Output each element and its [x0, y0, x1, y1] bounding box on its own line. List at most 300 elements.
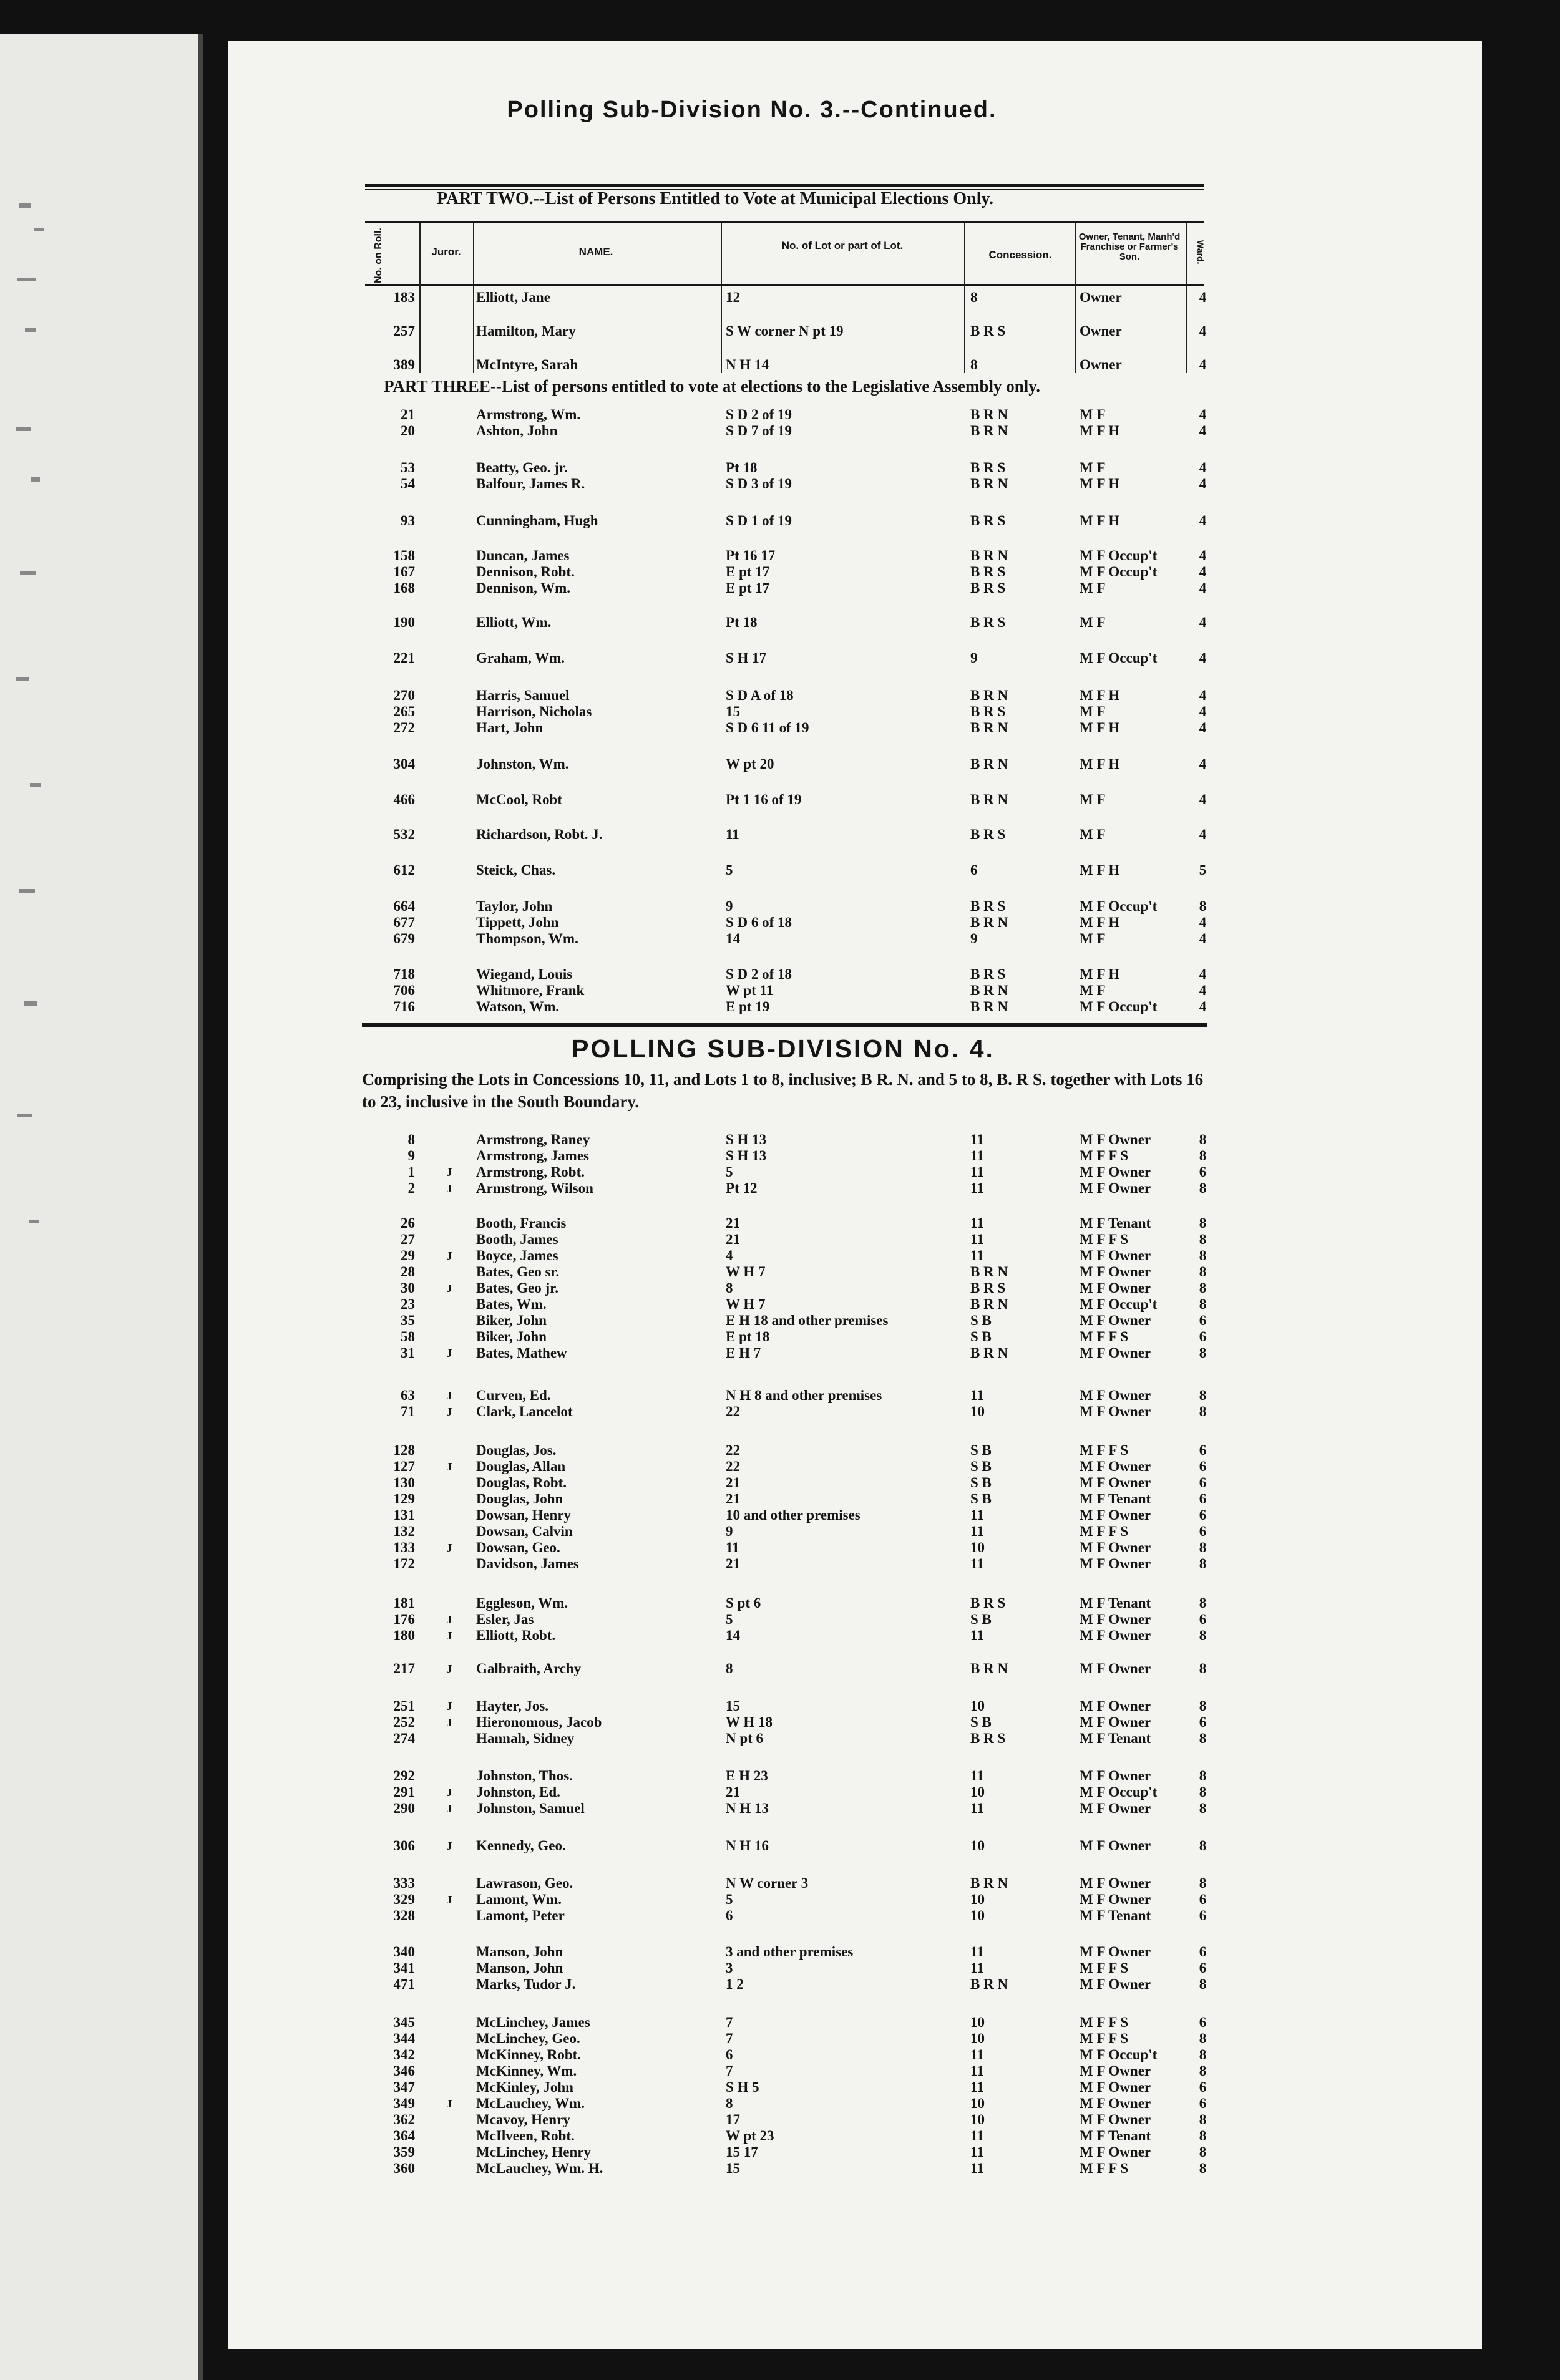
owner-status: Owner: [1080, 289, 1122, 305]
concession: B R N: [970, 687, 1008, 703]
ward-number: 8: [1199, 1387, 1207, 1403]
lot-number: 5: [726, 862, 733, 878]
roll-number: 26: [401, 1215, 415, 1231]
roll-number: 221: [393, 650, 415, 666]
voter-name: Richardson, Robt. J.: [476, 827, 603, 842]
owner-status: M F: [1080, 580, 1106, 596]
voter-name: Bates, Mathew: [476, 1345, 567, 1361]
lot-number: 11: [726, 827, 739, 842]
juror-mark: J: [446, 1460, 452, 1473]
voter-name: McIlveen, Robt.: [476, 2128, 575, 2144]
ward-number: 8: [1199, 1540, 1207, 1555]
concession: 11: [970, 1148, 984, 1163]
ward-number: 4: [1199, 827, 1207, 842]
owner-status: M F F S: [1080, 2031, 1129, 2046]
owner-status: M F Occup't: [1080, 898, 1158, 914]
voter-name: Mcavoy, Henry: [476, 2112, 570, 2127]
voter-name: Bates, Wm.: [476, 1296, 547, 1312]
ward-number: 4: [1199, 966, 1207, 982]
lot-number: S D 6 11 of 19: [726, 720, 809, 736]
ward-number: 8: [1199, 2160, 1207, 2176]
voter-name: Johnston, Wm.: [476, 756, 569, 772]
concession: B R S: [970, 323, 1006, 339]
concession: S B: [970, 1475, 992, 1490]
roll-number: 344: [393, 2031, 415, 2046]
voter-name: Elliott, Jane: [476, 289, 550, 305]
lot-number: S D 1 of 19: [726, 513, 792, 528]
ward-number: 8: [1199, 2112, 1207, 2127]
juror-mark: J: [446, 2097, 452, 2110]
column-header-bottom-rule: [365, 284, 1204, 286]
owner-status: M F Owner: [1080, 1164, 1151, 1180]
roll-number: 35: [401, 1313, 415, 1328]
ward-number: 6: [1199, 1164, 1207, 1180]
owner-status: M F F S: [1080, 2160, 1129, 2176]
table-row: [0, 1344, 1560, 1362]
lot-number: Pt 12: [726, 1180, 758, 1196]
table-row: [0, 998, 1560, 1016]
ward-number: 4: [1199, 999, 1207, 1014]
voter-name: Curven, Ed.: [476, 1387, 551, 1403]
voter-name: Johnston, Ed.: [476, 1784, 560, 1800]
juror-mark: J: [446, 1786, 452, 1799]
table-row: [0, 475, 1560, 493]
owner-status: M F H: [1080, 915, 1120, 930]
lot-number: S D 2 of 18: [726, 966, 792, 982]
roll-number: 345: [393, 2014, 415, 2030]
lot-number: Pt 16 17: [726, 548, 776, 563]
roll-number: 265: [393, 704, 415, 719]
concession: 10: [970, 1892, 985, 1907]
roll-number: 706: [393, 983, 415, 998]
lot-number: 15: [726, 704, 740, 719]
lot-number: 3 and other premises: [726, 1944, 854, 1960]
voter-name: Watson, Wm.: [476, 999, 560, 1014]
concession: B R S: [970, 564, 1006, 580]
juror-mark: J: [446, 1630, 452, 1642]
owner-status: M F Occup't: [1080, 564, 1158, 580]
concession: 11: [970, 1960, 984, 1976]
owner-status: M F H: [1080, 687, 1120, 703]
roll-number: 349: [393, 2096, 415, 2111]
owner-status: M F F S: [1080, 1523, 1129, 1539]
ward-number: 8: [1199, 1628, 1207, 1643]
roll-number: 132: [393, 1523, 415, 1539]
roll-number: 272: [393, 720, 415, 736]
ward-number: 4: [1199, 289, 1207, 305]
table-row: [0, 422, 1560, 440]
ward-number: 8: [1199, 1248, 1207, 1263]
roll-number: 127: [393, 1459, 415, 1474]
lot-number: 21: [726, 1556, 740, 1571]
voter-name: Eggleson, Wm.: [476, 1595, 568, 1611]
voter-name: Armstrong, James: [476, 1148, 589, 1163]
owner-status: M F: [1080, 983, 1106, 998]
owner-status: M F: [1080, 460, 1106, 475]
concession: 10: [970, 2014, 985, 2030]
concession: B R S: [970, 1280, 1006, 1296]
lot-number: N H 14: [726, 357, 769, 372]
ward-number: 6: [1199, 1313, 1207, 1328]
lot-number: S H 13: [726, 1148, 767, 1163]
ward-number: 8: [1199, 1404, 1207, 1419]
col-head-owner: Owner, Tenant, Manh'd Franchise or Farmer's Son.: [1078, 231, 1181, 262]
table-row: [0, 1402, 1560, 1421]
lot-number: 6: [726, 2047, 733, 2062]
lot-number: 4: [726, 1248, 733, 1263]
voter-name: Ashton, John: [476, 423, 558, 439]
lot-number: S D A of 18: [726, 687, 794, 703]
roll-number: 176: [393, 1611, 415, 1627]
ward-number: 6: [1199, 1960, 1207, 1976]
lot-number: 5: [726, 1892, 733, 1907]
ward-number: 8: [1199, 1264, 1207, 1280]
juror-mark: J: [446, 1840, 452, 1852]
roll-number: 342: [393, 2047, 415, 2062]
roll-number: 131: [393, 1507, 415, 1523]
owner-status: M F H: [1080, 476, 1120, 492]
owner-status: M F Owner: [1080, 1838, 1151, 1853]
concession: B R N: [970, 1296, 1008, 1312]
voter-name: Davidson, James: [476, 1556, 579, 1571]
owner-status: M F: [1080, 614, 1106, 630]
juror-mark: J: [446, 1389, 452, 1402]
ward-number: 4: [1199, 357, 1207, 372]
lot-number: W pt 23: [726, 2128, 774, 2144]
lot-number: W pt 20: [726, 756, 774, 772]
roll-number: 31: [401, 1345, 415, 1361]
ward-number: 4: [1199, 704, 1207, 719]
lot-number: S D 6 of 18: [726, 915, 792, 930]
lot-number: 22: [726, 1442, 740, 1458]
concession: 10: [970, 1404, 985, 1419]
juror-mark: J: [446, 1542, 452, 1554]
owner-status: M F F S: [1080, 1231, 1129, 1247]
roll-number: 333: [393, 1875, 415, 1891]
ward-number: 8: [1199, 1215, 1207, 1231]
voter-name: Cunningham, Hugh: [476, 513, 598, 528]
concession: 11: [970, 2144, 984, 2160]
ward-number: 8: [1199, 1595, 1207, 1611]
concession: 10: [970, 1784, 985, 1800]
concession: S B: [970, 1329, 992, 1344]
ward-number: 4: [1199, 756, 1207, 772]
concession: 10: [970, 1838, 985, 1853]
lot-number: 22: [726, 1404, 740, 1419]
juror-mark: J: [446, 1347, 452, 1359]
voter-name: Manson, John: [476, 1960, 563, 1976]
ward-number: 4: [1199, 423, 1207, 439]
roll-number: 20: [401, 423, 415, 439]
table-row: [0, 613, 1560, 632]
owner-status: M F: [1080, 792, 1106, 807]
lot-number: E pt 19: [726, 999, 770, 1014]
juror-mark: J: [446, 1166, 452, 1178]
ward-number: 8: [1199, 1180, 1207, 1196]
owner-status: M F Tenant: [1080, 1908, 1151, 1923]
voter-name: Clark, Lancelot: [476, 1404, 573, 1419]
owner-status: M F Tenant: [1080, 1595, 1151, 1611]
concession: B R S: [970, 966, 1006, 982]
owner-status: M F Owner: [1080, 2079, 1151, 2095]
concession: 10: [970, 1698, 985, 1714]
owner-status: M F Owner: [1080, 2112, 1151, 2127]
lot-number: 3: [726, 1960, 733, 1976]
table-row: [0, 1906, 1560, 1925]
ward-number: 6: [1199, 1329, 1207, 1344]
owner-status: M F Owner: [1080, 2144, 1151, 2160]
ward-number: 4: [1199, 564, 1207, 580]
voter-name: Elliott, Robt.: [476, 1628, 556, 1643]
lot-number: 11: [726, 1540, 739, 1555]
concession: 6: [970, 862, 978, 878]
voter-name: Boyce, James: [476, 1248, 558, 1263]
owner-status: M F Occup't: [1080, 1296, 1158, 1312]
col-head-name: NAME.: [578, 246, 613, 258]
roll-number: 8: [407, 1132, 415, 1147]
concession: B R N: [970, 1976, 1008, 1992]
owner-status: M F Occup't: [1080, 999, 1158, 1014]
owner-status: M F Owner: [1080, 1768, 1151, 1784]
owner-status: M F Owner: [1080, 1611, 1151, 1627]
voter-name: Biker, John: [476, 1313, 547, 1328]
roll-number: 290: [393, 1800, 415, 1816]
lot-number: N W corner 3: [726, 1875, 809, 1891]
juror-mark: J: [446, 1893, 452, 1906]
voter-name: Lawrason, Geo.: [476, 1875, 573, 1891]
concession: 11: [970, 2063, 984, 2079]
concession: 11: [970, 2160, 984, 2176]
top-rule: [365, 184, 1204, 187]
concession: B R N: [970, 548, 1008, 563]
concession: 11: [970, 1231, 984, 1247]
table-row: [0, 512, 1560, 530]
ward-number: 6: [1199, 1491, 1207, 1507]
concession: 11: [970, 1180, 984, 1196]
ward-number: 6: [1199, 1908, 1207, 1923]
ward-number: 8: [1199, 2063, 1207, 2079]
roll-number: 306: [393, 1838, 415, 1853]
ward-number: 4: [1199, 792, 1207, 807]
voter-name: Douglas, John: [476, 1491, 563, 1507]
lot-number: E H 18 and other premises: [726, 1313, 889, 1328]
owner-status: M F F S: [1080, 1442, 1129, 1458]
table-row: [0, 825, 1560, 844]
lot-number: N H 16: [726, 1838, 769, 1853]
concession: B R S: [970, 1731, 1006, 1746]
voter-name: Johnston, Samuel: [476, 1800, 585, 1816]
voter-name: Tippett, John: [476, 915, 559, 930]
voter-name: Lamont, Peter: [476, 1908, 565, 1923]
concession: S B: [970, 1442, 992, 1458]
roll-number: 183: [393, 289, 415, 305]
ward-number: 6: [1199, 2096, 1207, 2111]
table-row: [0, 649, 1560, 668]
concession: S B: [970, 1491, 992, 1507]
voter-name: Thompson, Wm.: [476, 931, 578, 946]
roll-number: 291: [393, 1784, 415, 1800]
concession: 10: [970, 2112, 985, 2127]
concession: B R S: [970, 1595, 1006, 1611]
owner-status: M F Occup't: [1080, 650, 1158, 666]
concession: B R N: [970, 1264, 1008, 1280]
lot-number: 10 and other premises: [726, 1507, 860, 1523]
roll-number: 158: [393, 548, 415, 563]
concession: 11: [970, 1800, 984, 1816]
roll-number: 180: [393, 1628, 415, 1643]
voter-name: Douglas, Jos.: [476, 1442, 557, 1458]
owner-status: M F Owner: [1080, 1248, 1151, 1263]
juror-mark: J: [446, 1282, 452, 1294]
ward-number: 4: [1199, 650, 1207, 666]
lot-number: S pt 6: [726, 1595, 761, 1611]
owner-status: M F H: [1080, 966, 1120, 982]
ward-number: 8: [1199, 1784, 1207, 1800]
owner-status: M F Owner: [1080, 1475, 1151, 1490]
owner-status: M F: [1080, 931, 1106, 946]
concession: S B: [970, 1459, 992, 1474]
ward-number: 8: [1199, 1800, 1207, 1816]
lot-number: E H 23: [726, 1768, 768, 1784]
concession: 11: [970, 1164, 984, 1180]
table-row: [0, 288, 1560, 307]
lot-number: Pt 1 16 of 19: [726, 792, 802, 807]
ward-number: 4: [1199, 407, 1207, 422]
lot-number: S D 3 of 19: [726, 476, 792, 492]
concession: B R N: [970, 1345, 1008, 1361]
ward-number: 6: [1199, 1944, 1207, 1960]
roll-number: 347: [393, 2079, 415, 2095]
roll-number: 29: [401, 1248, 415, 1263]
owner-status: M F Owner: [1080, 1628, 1151, 1643]
lot-number: S D 2 of 19: [726, 407, 792, 422]
ward-number: 4: [1199, 476, 1207, 492]
concession: 11: [970, 2047, 984, 2062]
concession: B R S: [970, 898, 1006, 914]
lot-number: W H 7: [726, 1296, 766, 1312]
concession: 11: [970, 1556, 984, 1571]
roll-number: 190: [393, 614, 415, 630]
roll-number: 167: [393, 564, 415, 580]
voter-name: Galbraith, Archy: [476, 1661, 582, 1676]
table-row: [0, 1729, 1560, 1748]
concession: B R N: [970, 756, 1008, 772]
ward-number: 6: [1199, 1507, 1207, 1523]
voter-name: Armstrong, Wm.: [476, 407, 581, 422]
owner-status: M F Owner: [1080, 1280, 1151, 1296]
roll-number: 466: [393, 792, 415, 807]
voter-name: McLinchey, Henry: [476, 2144, 591, 2160]
voter-name: Elliott, Wm.: [476, 614, 552, 630]
concession: B R N: [970, 720, 1008, 736]
ward-number: 4: [1199, 580, 1207, 596]
voter-name: McCool, Robt: [476, 792, 562, 807]
part-three-title: PART THREE--List of persons entitled to vote at elections to the Legislative Assembly only.: [384, 377, 1041, 396]
roll-number: 304: [393, 756, 415, 772]
voter-name: McLauchey, Wm. H.: [476, 2160, 603, 2176]
voter-name: Lamont, Wm.: [476, 1892, 562, 1907]
ward-number: 8: [1199, 2031, 1207, 2046]
juror-mark: J: [446, 1663, 452, 1675]
table-row: [0, 790, 1560, 809]
concession: S B: [970, 1313, 992, 1328]
lot-number: W pt 11: [726, 983, 774, 998]
roll-number: 292: [393, 1768, 415, 1784]
ward-number: 8: [1199, 2144, 1207, 2160]
owner-status: M F Owner: [1080, 1800, 1151, 1816]
owner-status: M F Owner: [1080, 1875, 1151, 1891]
owner-status: M F Occup't: [1080, 1784, 1158, 1800]
lot-number: 6: [726, 1908, 733, 1923]
roll-number: 9: [407, 1148, 415, 1163]
lot-number: 21: [726, 1784, 740, 1800]
roll-number: 168: [393, 580, 415, 596]
ward-number: 6: [1199, 1459, 1207, 1474]
owner-status: M F Owner: [1080, 1387, 1151, 1403]
owner-status: M F H: [1080, 756, 1120, 772]
table-row: [0, 1659, 1560, 1678]
lot-number: 17: [726, 2112, 740, 2127]
roll-number: 21: [401, 407, 415, 422]
table-row: [0, 719, 1560, 737]
owner-status: M F Occup't: [1080, 2047, 1158, 2062]
roll-number: 274: [393, 1731, 415, 1746]
roll-number: 28: [401, 1264, 415, 1280]
ward-number: 8: [1199, 1296, 1207, 1312]
subdivision-title: POLLING SUB-DIVISION No. 4.: [572, 1034, 995, 1063]
concession: 11: [970, 1523, 984, 1539]
subdivision-description: Comprising the Lots in Concessions 10, 11, and Lots 1 to 8, inclusive; B R. N. and 5 to 8, B. R S. together with Lots 16 to 23, inclusive in the South Boundary.: [362, 1070, 1204, 1111]
voter-name: Wiegand, Louis: [476, 966, 573, 982]
voter-name: Douglas, Robt.: [476, 1475, 567, 1490]
owner-status: M F Owner: [1080, 1180, 1151, 1196]
lot-number: 9: [726, 898, 733, 914]
owner-status: M F Owner: [1080, 1892, 1151, 1907]
owner-status: M F Owner: [1080, 1976, 1151, 1992]
concession: 9: [970, 931, 978, 946]
ward-number: 4: [1199, 983, 1207, 998]
voter-name: Dennison, Robt.: [476, 564, 575, 580]
lot-number: W H 7: [726, 1264, 766, 1280]
concession: B R S: [970, 614, 1006, 630]
voter-name: McLinchey, James: [476, 2014, 590, 2030]
roll-number: 257: [393, 323, 415, 339]
roll-number: 340: [393, 1944, 415, 1960]
juror-mark: J: [446, 1182, 452, 1195]
owner-status: M F Owner: [1080, 2096, 1151, 2111]
ward-number: 6: [1199, 2079, 1207, 2095]
col-head-juror: Juror.: [431, 246, 461, 258]
concession: B R N: [970, 792, 1008, 807]
ward-number: 6: [1199, 1611, 1207, 1627]
concession: 9: [970, 650, 978, 666]
voter-name: McKinney, Wm.: [476, 2063, 577, 2079]
table-row: [0, 1975, 1560, 1994]
voter-name: Graham, Wm.: [476, 650, 565, 666]
table-row: [0, 861, 1560, 880]
roll-number: 1: [407, 1164, 415, 1180]
lot-number: 14: [726, 1628, 740, 1643]
voter-name: Harrison, Nicholas: [476, 704, 592, 719]
concession: B R N: [970, 476, 1008, 492]
lot-number: 8: [726, 1280, 733, 1296]
lot-number: E pt 18: [726, 1329, 770, 1344]
lot-number: 15 17: [726, 2144, 758, 2160]
juror-mark: J: [446, 1716, 452, 1729]
owner-status: M F Owner: [1080, 1313, 1151, 1328]
concession: B R N: [970, 983, 1008, 998]
concession: S B: [970, 1611, 992, 1627]
